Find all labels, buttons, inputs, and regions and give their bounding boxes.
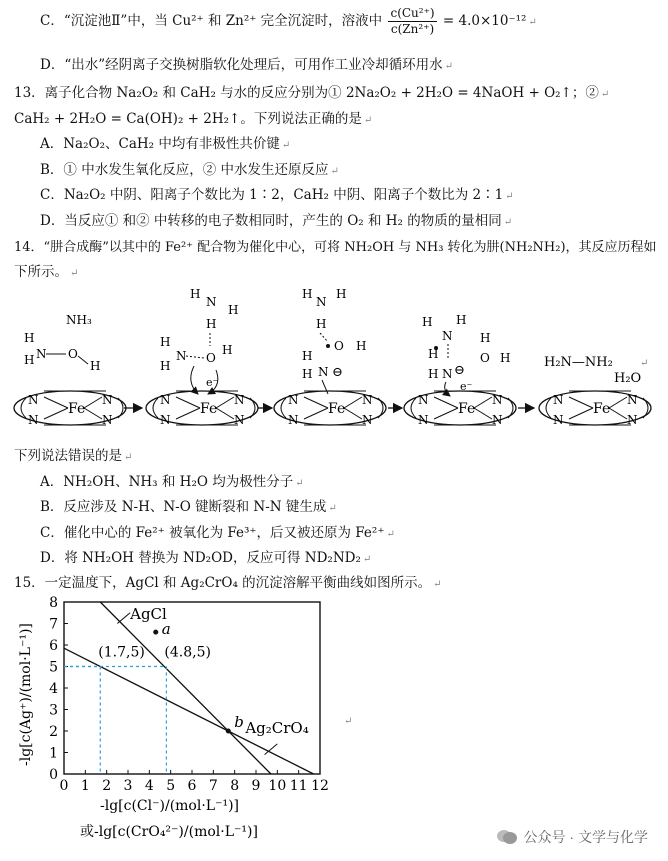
o-label: O [480, 351, 490, 365]
stage3-molecules [302, 287, 366, 394]
n-label: N [206, 295, 217, 309]
n-label: N [160, 413, 171, 427]
q13-option-c: C．Na₂O₂ 中阴、阳离子个数比为 1∶2，CaH₂ 中阴、阳离子个数比为 2∶1 ↵ [40, 187, 514, 203]
n-label: N [288, 413, 299, 427]
n-label: N [318, 365, 329, 379]
n-label: N [28, 413, 39, 427]
y-tick-label: 5 [49, 659, 58, 676]
reaction-mechanism-diagram [10, 286, 660, 448]
h-label: H [302, 349, 313, 363]
y-tick-label: 6 [49, 638, 58, 654]
option-text: D．将 NH₂OH 替换为 ND₂OD，反应可得 ND₂ND₂ [40, 550, 361, 566]
h-label: H [160, 335, 171, 349]
h-label: H [90, 359, 101, 373]
option-label: C． [40, 13, 64, 29]
y-tick-label: 8 [49, 596, 58, 611]
q14-stem-line1 [14, 238, 657, 258]
n-label: N [288, 393, 299, 407]
svg-text:↵: ↵ [640, 358, 649, 369]
h-label: H [228, 303, 239, 317]
n-label: N [418, 413, 429, 427]
stage2-molecules [160, 287, 238, 394]
h-label: H [24, 353, 35, 367]
q14-option-d: D．将 NH₂OH 替换为 ND₂OD，反应可得 ND₂ND₂ ↵ [40, 550, 372, 566]
option-label: D． [40, 57, 65, 73]
fe-center-1 [14, 391, 126, 427]
point-a [153, 630, 158, 635]
fe-center-3 [274, 391, 386, 427]
q13-option-b: B．① 中水发生氧化反应，② 中水发生还原反应 ↵ [40, 162, 339, 178]
chart-x-label: -lg[c(Cl⁻)/(mol·L⁻¹)] [100, 798, 240, 814]
h-label: H [422, 315, 433, 329]
y-tick-label: 0 [49, 767, 58, 783]
x-tick-label: 10 [268, 778, 287, 794]
watermark [496, 827, 648, 847]
fe-label: Fe [328, 401, 346, 417]
h-label: H [480, 331, 491, 345]
o-label: O [68, 347, 78, 361]
fe-label: Fe [458, 401, 476, 417]
series-line [100, 602, 271, 774]
h-label: H [24, 331, 35, 345]
option-text: “出水”经阴离子交换树脂软化处理后，可用作工业冷却循环用水 [64, 57, 443, 73]
x-tick-label: 8 [230, 778, 240, 794]
point-label: a [161, 620, 171, 639]
h-label: H [500, 351, 511, 365]
annotation-label: (4.8,5) [164, 644, 211, 661]
n-label: N [28, 393, 39, 407]
n-label: N [362, 393, 373, 407]
q13-stem-line1: 13．离子化合物 Na₂O₂ 和 CaH₂ 与水的反应分别为① 2Na₂O₂ + 2H₂O = 4NaOH + O₂↑；② ↵ [14, 85, 610, 101]
series-leader [117, 613, 130, 624]
q14-option-c: C．催化中心的 Fe²⁺ 被氧化为 Fe³⁺，后又被还原为 Fe²⁺ ↵ [40, 525, 395, 541]
option-text: B．① 中水发生氧化反应，② 中水发生还原反应 [40, 162, 329, 178]
x-tick-label: 9 [251, 778, 261, 794]
y-tick-label: 4 [49, 681, 58, 697]
x-tick-label: 5 [166, 778, 176, 794]
n-label: N [362, 413, 373, 427]
electron-label: e⁻ [206, 376, 219, 389]
charge-label: ⊖ [332, 365, 343, 380]
series-label-agcl: AgCl [130, 605, 167, 624]
y-tick-label: 2 [49, 724, 58, 740]
h-label: H [190, 287, 201, 301]
annotation-label: (1.7,5) [98, 644, 145, 661]
chart-y-label: -lg[c(Ag⁺)/(mol·L⁻¹)] [18, 623, 34, 766]
y-tick-label: 7 [49, 616, 58, 633]
point-b [226, 729, 231, 734]
n-label: N [36, 347, 47, 361]
n-label: N [418, 393, 429, 407]
h-label: H [356, 339, 367, 353]
q13-option-d: D．当反应① 和② 中转移的电子数相同时，产生的 O₂ 和 H₂ 的物质的量相同 ↵ [40, 213, 513, 229]
question-text: 下所示。 [14, 264, 68, 280]
option-text: A．NH₂OH、NH₃ 和 H₂O 均为极性分子 [40, 474, 294, 490]
n-label: N [627, 413, 638, 427]
question-text: 15．一定温度下，AgCl 和 Ag₂CrO₄ 的沉淀溶解平衡曲线如图所示。 [14, 575, 432, 591]
hydrazine-label: H₂N—NH₂ [544, 355, 613, 370]
charge-label: ⊖ [454, 363, 465, 378]
h-label: H [302, 287, 313, 301]
x-tick-label: 4 [144, 778, 154, 794]
q14-option-a: A．NH₂OH、NH₃ 和 H₂O 均为极性分子 ↵ [40, 474, 304, 490]
option-text: = 4.0×10⁻¹² [442, 13, 527, 29]
n-label: N [442, 329, 453, 343]
q13-stem-line2: CaH₂ + 2H₂O = Ca(OH)₂ + 2H₂↑。下列说法正确的是 ↵ [14, 111, 373, 127]
n-label: N [553, 393, 564, 407]
option-text: D．当反应① 和② 中转移的电子数相同时，产生的 O₂ 和 H₂ 的物质的量相同 [40, 213, 502, 229]
q12-option-d: D．“出水”经阴离子交换树脂软化处理后，可用作工业冷却循环用水 ↵ [40, 57, 454, 73]
o-label: O [206, 351, 216, 365]
n-label: N [160, 393, 171, 407]
stage4-molecules [422, 313, 510, 396]
question-text: 14．“肼合成酶”以其中的 Fe²⁺ 配合物为催化中心，可将 NH₂OH 与 NH₃ 转化为肼(NH₂NH₂)，其反应历程如 [14, 240, 657, 255]
n-label: N [102, 413, 113, 427]
y-tick-label: 3 [49, 702, 58, 719]
point-label: b [234, 713, 244, 731]
x-tick-label: 11 [289, 778, 308, 794]
question-text: 13．离子化合物 Na₂O₂ 和 CaH₂ 与水的反应分别为① 2Na₂O₂ + 2H₂O = 4NaOH + O₂↑；② [14, 85, 599, 101]
n-label: N [234, 393, 245, 407]
series-label-ag2cro4: Ag₂CrO₄ [245, 719, 309, 738]
x-tick-label: 2 [102, 778, 112, 794]
fe-label: Fe [593, 401, 611, 417]
option-text: B．反应涉及 N-H、N-O 键断裂和 N-N 键生成 [40, 499, 327, 515]
fe-label: Fe [200, 401, 218, 417]
fe-center-2 [146, 391, 258, 427]
h-label: H [428, 347, 439, 361]
h-label: H [222, 343, 233, 357]
stage1-molecules [24, 313, 100, 373]
option-text: A．Na₂O₂、CaH₂ 中均有非极性共价键 [40, 136, 280, 152]
n-label: N [492, 413, 503, 427]
fraction-numerator: c(Cu²⁺) [390, 6, 435, 20]
electron-label: e⁻ [460, 380, 473, 393]
n-label: N [234, 413, 245, 427]
fe-center-4 [404, 391, 516, 427]
o-label: O [334, 339, 344, 353]
n-label: N [492, 393, 503, 407]
x-tick-label: 1 [80, 778, 90, 794]
q12-option-c: C．“沉淀池Ⅱ”中，当 Cu²⁺ 和 Zn²⁺ 完全沉淀时，溶液中 $\frac{\text{c(Cu²⁺)}}{\text{c(Zn²⁺)}}$ = 4.0×10⁻¹² ↵ [40, 6, 537, 36]
q14-question: 下列说法错误的是 ↵ [14, 448, 133, 464]
q14-option-b: B．反应涉及 N-H、N-O 键断裂和 N-N 键生成 ↵ [40, 499, 337, 515]
n-label: N [176, 349, 187, 363]
q15-stem: 15．一定温度下，AgCl 和 Ag₂CrO₄ 的沉淀溶解平衡曲线如图所示。 ↵ [14, 575, 442, 591]
wechat-icon [496, 829, 518, 845]
x-tick-label: 12 [311, 778, 329, 794]
h-label: H [456, 313, 467, 327]
h-label: H [206, 317, 217, 331]
n-label: N [316, 295, 327, 309]
option-text: “沉淀池Ⅱ”中，当 Cu²⁺ 和 Zn²⁺ 完全沉淀时，溶液中 [63, 13, 383, 29]
option-text: C．催化中心的 Fe²⁺ 被氧化为 Fe³⁺，后又被还原为 Fe²⁺ [40, 525, 385, 541]
n-label: N [102, 393, 113, 407]
h-label: H [160, 359, 171, 373]
h-label: H [428, 367, 439, 381]
watermark-text: 公众号 · 文学与化学 [523, 829, 648, 845]
h-label: H [302, 367, 313, 381]
question-text: 下列说法错误的是 [14, 448, 122, 464]
n-label: N [553, 413, 564, 427]
x-tick-label: 3 [123, 778, 133, 794]
fraction-denominator: c(Zn²⁺) [390, 22, 435, 36]
x-tick-label: 6 [187, 778, 197, 794]
n-label: N [627, 393, 638, 407]
water-label: H₂O [614, 371, 642, 386]
y-tick-label: 1 [49, 745, 58, 762]
chart-x-label-2: 或-lg[c(CrO₄²⁻)/(mol·L⁻¹)] [80, 824, 258, 840]
question-text: CaH₂ + 2H₂O = Ca(OH)₂ + 2H₂↑。下列说法正确的是 [14, 111, 362, 127]
x-tick-label: 7 [208, 778, 218, 794]
n-label: N [442, 367, 453, 381]
q14-stem-line2: 下所示。 ↵ [14, 264, 79, 280]
fraction [388, 6, 436, 37]
plot-frame [64, 602, 320, 774]
fe-center-5 [539, 391, 651, 427]
option-text: C．Na₂O₂ 中阴、阳离子个数比为 1∶2，CaH₂ 中阴、阳离子个数比为 2∶1 [40, 187, 504, 203]
x-tick-label: 0 [59, 778, 69, 794]
h-label: H [316, 317, 327, 331]
q13-option-a: A．Na₂O₂、CaH₂ 中均有非极性共价键 ↵ [40, 136, 291, 152]
solubility-chart [14, 596, 354, 846]
fe-label: Fe [68, 401, 86, 417]
nh3-label: NH₃ [66, 313, 92, 327]
h-label: H [336, 287, 347, 301]
stage5-products [544, 355, 641, 386]
